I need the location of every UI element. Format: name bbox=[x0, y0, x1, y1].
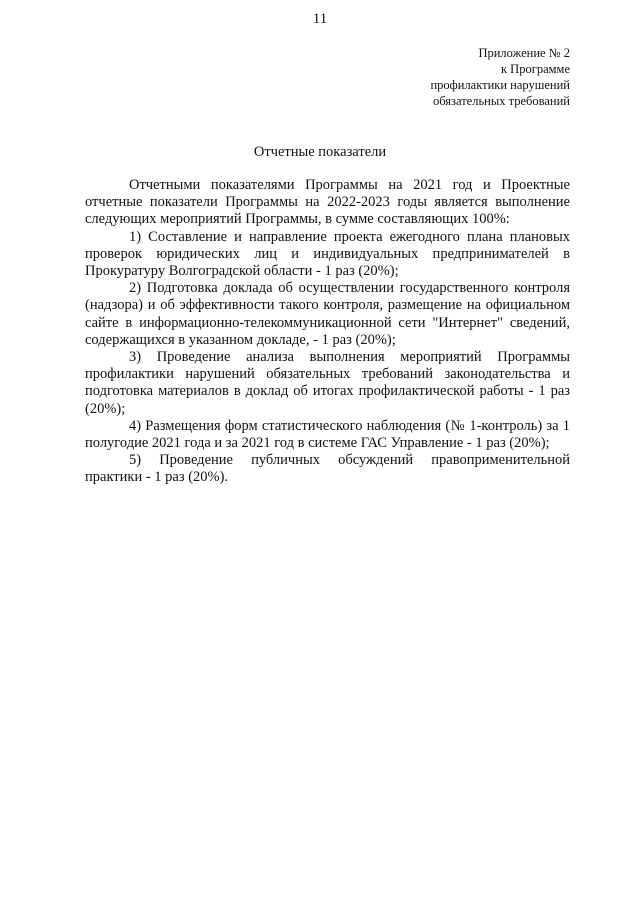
list-item: 3) Проведение анализа выполнения мероприятий Программы профилактики нарушений обязательных требований законодательства и подготовка материалов в доклад об итогах профилактической работы - 1 раз (20%); bbox=[85, 349, 570, 417]
list-item: 5) Проведение публичных обсуждений правоприменительной практики - 1 раз (20%). bbox=[85, 452, 570, 486]
intro-paragraph: Отчетными показателями Программы на 2021 год и Проектные отчетные показатели Программы на 2022-2023 годы является выполнение следующих мероприятий Программы, в сумме составляющих 100%: bbox=[85, 177, 570, 228]
page-number: 11 bbox=[312, 11, 328, 27]
appendix-line: Приложение № 2 bbox=[478, 46, 570, 60]
list-item: 1) Составление и направление проекта ежегодного плана плановых проверок юридических лиц и индивидуальных предпринимателей в Прокуратуру Волгоградской области - 1 раз (20%); bbox=[85, 228, 570, 280]
appendix-line: обязательных требований bbox=[433, 94, 570, 108]
appendix-line: к Программе bbox=[500, 62, 570, 76]
appendix-header bbox=[330, 45, 570, 109]
list-item: 2) Подготовка доклада об осуществлении государственного контроля (надзора) и об эффективности такого контроля, размещение на официальном сайте в информационно-телекоммуникационной сети "Интернет" сведений, содержащихся в указанном докладе, - 1 раз (20%); bbox=[85, 280, 570, 348]
list-item: 4) Размещения форм статистического наблюдения (№ 1-контроль) за 1 полугодие 2021 года и за 2021 год в системе ГАС Управление - 1 раз (20%); bbox=[85, 417, 570, 452]
document-body bbox=[85, 177, 570, 487]
appendix-line: профилактики нарушений bbox=[430, 78, 570, 92]
section-title: Отчетные показатели bbox=[253, 144, 387, 160]
